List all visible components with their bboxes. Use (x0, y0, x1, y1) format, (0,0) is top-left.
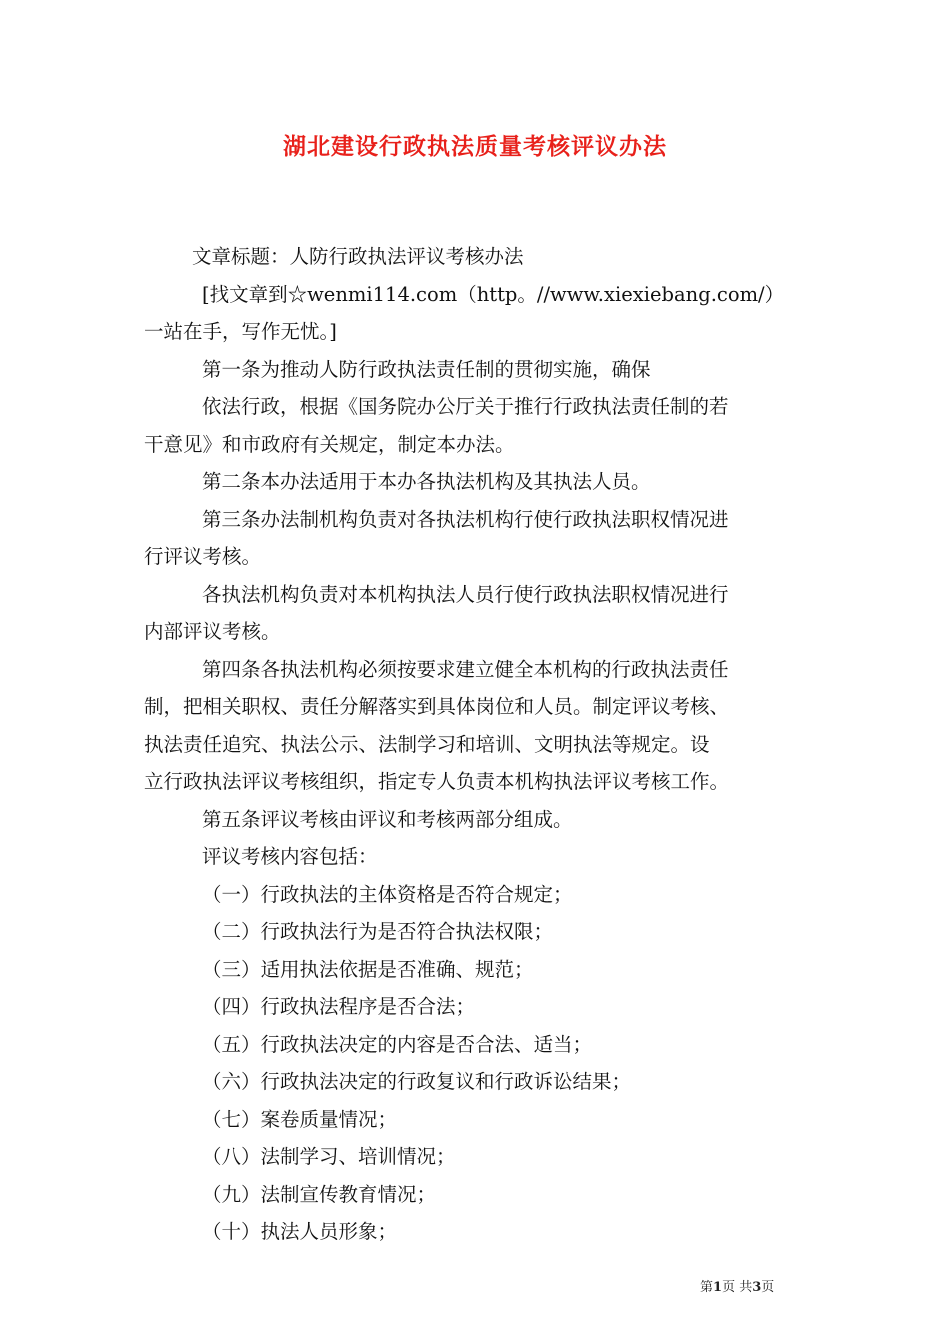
paragraph-line: 第四条各执法机构必须按要求建立健全本机构的行政执法责任 (202, 657, 729, 681)
list-item: （五）行政执法决定的内容是否合法、适当； (202, 1032, 593, 1056)
list-item: （三）适用执法依据是否准确、规范； (202, 957, 534, 981)
list-item: （六）行政执法决定的行政复议和行政诉讼结果； (202, 1070, 632, 1093)
article-heading-line: 文章标题：人防行政执法评议考核办法 (192, 245, 524, 268)
total-pages: 3 (752, 1280, 762, 1295)
list-item: （八）法制学习、培训情况； (202, 1145, 456, 1168)
page-number (700, 1276, 774, 1295)
paragraph-line: 第一条为推动人防行政执法责任制的贯彻实施，确保 (202, 357, 651, 381)
current-page: 1 (713, 1280, 723, 1295)
page-number-middle: 页 共 (722, 1280, 753, 1295)
list-item: （四）行政执法程序是否合法； (202, 995, 476, 1018)
paragraph-line: 执法责任追究、执法公示、法制学习和培训、文明执法等规定。设 (144, 732, 710, 756)
source-note-line: [找文章到☆wenmi114.com（http。//www.xiexiebang.com/） (202, 282, 785, 306)
document-title: 湖北建设行政执法质量考核评议办法 (283, 133, 667, 160)
source-note-line-cont: 一站在手，写作无忧。] (144, 320, 337, 343)
paragraph-line: 评议考核内容包括： (202, 845, 378, 868)
paragraph-line: 制，把相关职权、责任分解落实到具体岗位和人员。制定评议考核、 (144, 695, 730, 718)
list-item: （九）法制宣传教育情况； (202, 1182, 437, 1206)
paragraph-line: 第二条本办法适用于本办各执法机构及其执法人员。 (202, 470, 651, 493)
page-number-suffix: 页 (761, 1280, 775, 1295)
paragraph-line: 内部评议考核。 (144, 620, 281, 643)
paragraph-line: 依法行政，根据《国务院办公厅关于推行行政执法责任制的若 (202, 395, 729, 418)
document-body (144, 238, 814, 1251)
list-item: （十）执法人员形象； (202, 1220, 398, 1243)
paragraph-line: 干意见》和市政府有关规定，制定本办法。 (144, 432, 515, 456)
paragraph-line: 第五条评议考核由评议和考核两部分组成。 (202, 807, 573, 831)
page-number-prefix: 第 (700, 1280, 714, 1295)
list-item: （七）案卷质量情况； (202, 1107, 398, 1131)
list-item: （一）行政执法的主体资格是否符合规定； (202, 882, 573, 906)
paragraph-line: 立行政执法评议考核组织，指定专人负责本机构执法评议考核工作。 (144, 770, 730, 793)
list-item: （二）行政执法行为是否符合执法权限； (202, 920, 554, 943)
paragraph-line: 行评议考核。 (144, 545, 262, 568)
paragraph-line: 各执法机构负责对本机构执法人员行使行政执法职权情况进行 (202, 582, 729, 606)
paragraph-line: 第三条办法制机构负责对各执法机构行使行政执法职权情况进 (202, 507, 729, 531)
